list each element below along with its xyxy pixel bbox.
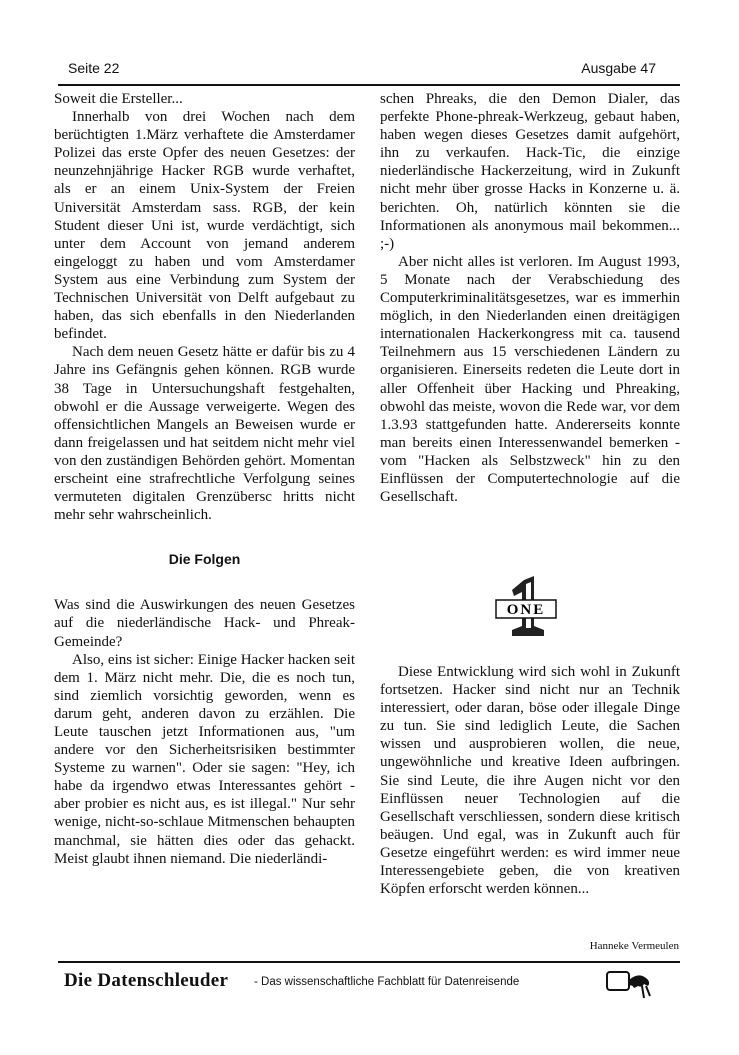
- paragraph: Also, eins ist sicher: Einige Hacker hacken seit dem 1. März nicht mehr. Die, die es noch tun, sind ziemlich vorsichtig geworden, wenn es darum geht, anderen davon zu erzählen. Die Leute tauschen jetzt Informationen aus, "um andere vor den Sicherheitsrisiken bestimmter Systeme zu warnen". Oder sie sagen: "Hey, ich habe da irgendwo etwas Interessantes gehört - aber probier es nicht aus, es ist illegal." Nur sehr wenige, nicht-so-schlaue Mitmenschen behaupten manchmal, sie hätten dies oder das gehackt. Meist glaubt ihnen niemand. Die niederländi-: [54, 651, 355, 867]
- paragraph: Nach dem neuen Gesetz hätte er dafür bis zu 4 Jahre ins Gefängnis gehen können. RGB wurde 38 Tage in Untersuchungshaft festgehalten, obwohl er die Aussage verweigerte. Wegen des offensichtlichen Mangels an Beweisen wurde er dann freigelassen und hat seitdem nicht mehr viel von den zuständigen Behörden gehört. Momentan erscheint eine strafrechtliche Verfolgung seines vermuteten digitalen Grenzübersc hritts nicht mehr sehr wahrscheinlich.: [54, 344, 355, 524]
- paragraph: Innerhalb von drei Wochen nach dem berüchtigten 1.März verhaftete die Amsterdamer Polizei das erste Opfer des neuen Gesetzes: der neunzehnjährige Hacker RGB wurde verhaftet, als er an einem Unix-System der Freien Universität Amsterdam sass. RGB, der kein Student dieser Uni ist, wurde verdächtigt, sich unter dem Account von jemand anderem eingeloggt zu haben und vom Amsterdamer System aus eine Verbindung zum System der Technischen Universität von Delft aufgebaut zu haben, das sich ebenfalls in den Niederlanden befindet.: [54, 109, 355, 343]
- paragraph: Soweit die Ersteller...: [54, 91, 183, 107]
- section-heading: Die Folgen: [168, 551, 241, 568]
- page-header: [68, 58, 656, 80]
- paragraph: Diese Entwicklung wird sich wohl in Zukunft fortsetzen. Hacker sind nicht nur an Technik interessiert, oder daran, böse oder illegale Dinge zu tun. Sie sind lediglich Leute, die Sachen wissen und ausprobieren wollen, die neue, ungewöhnliche und kreative Ideen aufbringen. Sie sind Leute, die ihre Augen nicht vor den Einflüssen neuer Technologien auf die Gesellschaft verschliessen, sondern diese kritisch beäugen. Und egal, was in Zukunft auch für Gesetze eingeführt werden: es wird immer neue Interessengebiete geben, die von kreativen Köpfen erforscht werden können...: [380, 664, 680, 898]
- page-number: Seite 22: [68, 60, 120, 76]
- left-column: [54, 90, 355, 868]
- paragraph: Aber nicht alles ist verloren. Im August 1993, 5 Monate nach der Verabschiedung des Computerkriminalitätsgesetzes, war es immerhin möglich, in den Niederlanden einen dreitägigen internationalen Hackerkongress mit ca. tausend Teilnehmern aus 15 verschiedenen Ländern zu organisieren. Einerseits redeten die Leute dort in aller Offenheit über Hacking und Phreaking, obwohl das meiste, wovon die Rede war, vor dem 1.3.93 stattgefunden hatte. Andererseits konnte man bereits einen Interessenwandel bemerken - vom "Hacken als Selbstzweck" hin zu den Einflüssen der Computertechnologie auf die Gesellschaft.: [380, 253, 680, 506]
- magazine-tagline: - Das wissenschaftliche Fachblatt für Datenreisende: [254, 976, 520, 988]
- footer-rule: [58, 961, 680, 963]
- author-credit: Hanneke Vermeulen: [589, 940, 679, 952]
- header-rule: [58, 84, 680, 86]
- chaos-knoten-icon: [604, 966, 656, 1000]
- magazine-title: Die Datenschleuder: [64, 970, 229, 991]
- right-column-lower: [380, 663, 680, 898]
- page-footer: [64, 969, 684, 999]
- issue-number: Ausgabe 47: [581, 60, 656, 76]
- paragraph: Was sind die Auswirkungen des neuen Gesetzes auf die niederländische Hack- und Phreak-Gemeinde?: [54, 597, 355, 650]
- right-column: [380, 90, 680, 506]
- logo-text: ONE: [506, 602, 546, 618]
- paragraph: schen Phreaks, die den Demon Dialer, das perfekte Phone-phreak-Werkzeug, gebaut haben, haben wegen dieses Gesetzes damit aufgehört, ihn zu verkaufen. Hack-Tic, die einzige niederländische Hackerzeitung, wird in Zukunft nicht mehr über grosse Hacks in Konzerne u. ä. berichten. Oh, natürlich könnten sie die Informationen als anonymous mail bekommen... ;-): [380, 91, 680, 252]
- one-logo-icon: [490, 574, 562, 644]
